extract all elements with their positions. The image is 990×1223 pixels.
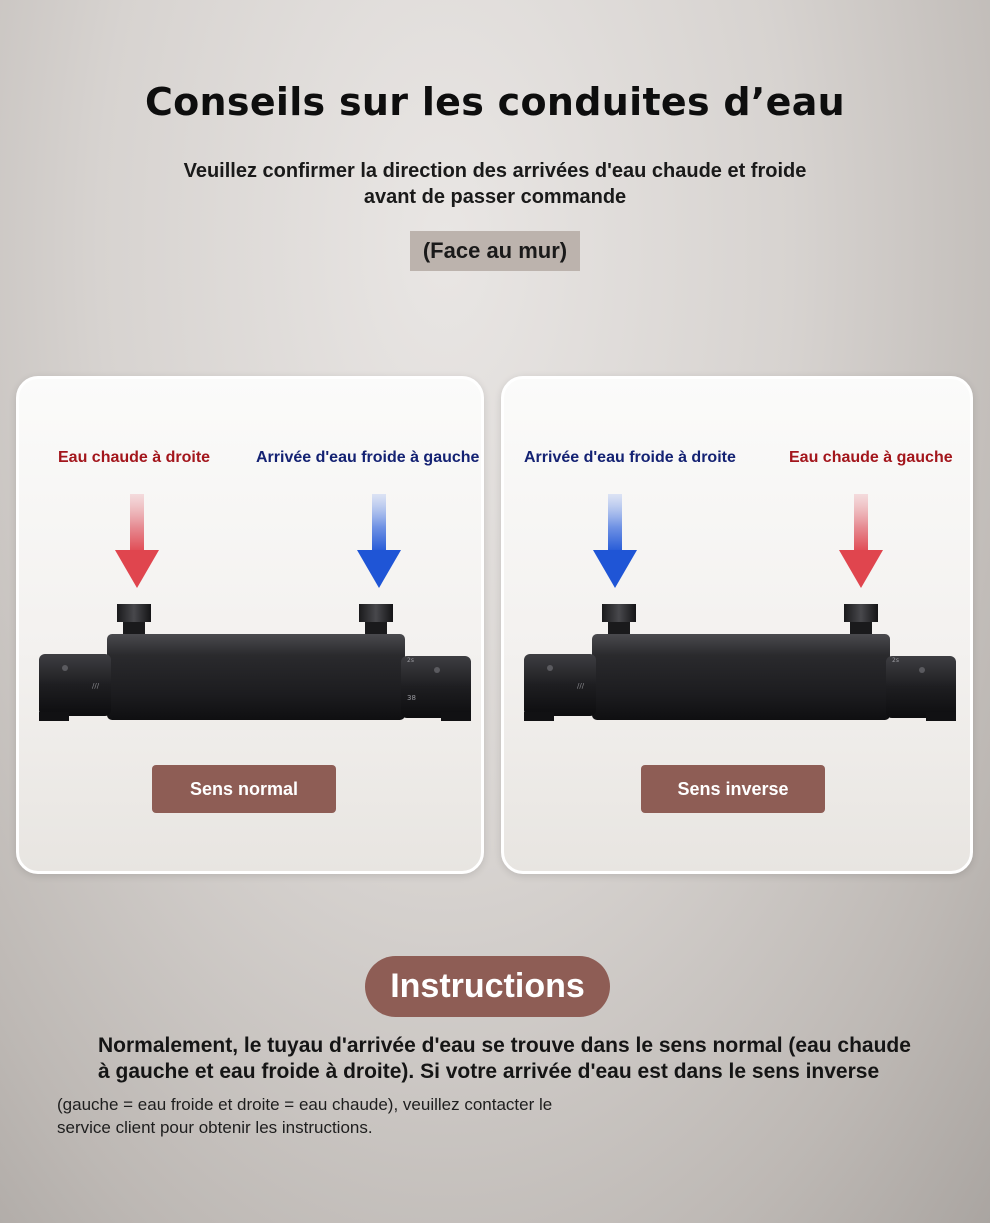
hot-arrow-icon [114, 494, 160, 590]
cold-right-label: Arrivée d'eau froide à droite [524, 449, 736, 466]
hot-arrow-icon [838, 494, 884, 590]
instructions-heading: Instructions [365, 956, 610, 1017]
cold-left-label: Arrivée d'eau froide à gauche [256, 449, 480, 466]
subtitle-line: Veuillez confirmer la direction des arrivées d'eau chaude et froide [183, 160, 807, 182]
cold-arrow-icon [356, 494, 402, 590]
note-line: service client pour obtenir les instructions. [57, 1118, 373, 1137]
subtitle-line: avant de passer commande [363, 186, 627, 208]
valve-marking-scale: 38 [407, 694, 416, 702]
sens-inverse-button[interactable]: Sens inverse [641, 765, 825, 813]
instructions-note [57, 1093, 657, 1139]
paragraph-line: à gauche et eau froide à droite). Si votre arrivée d'eau est dans le sens inverse [98, 1060, 880, 1083]
note-line: (gauche = eau froide et droite = eau chaude), veuillez contacter le [57, 1095, 553, 1114]
cold-arrow-icon [592, 494, 638, 590]
valve-marking-top: 2s [892, 657, 899, 664]
instructions-paragraph [98, 1033, 918, 1085]
thermostatic-valve-image [522, 604, 956, 729]
sens-normal-button[interactable]: Sens normal [152, 765, 336, 813]
panel-inverse [501, 376, 973, 874]
thermostatic-valve-image [37, 604, 471, 729]
svg-text:///: /// [92, 682, 100, 690]
page-subtitle [145, 158, 845, 210]
hot-left-label: Eau chaude à gauche [789, 449, 953, 466]
face-wall-badge: (Face au mur) [410, 231, 580, 271]
page-title: Conseils sur les conduites d’eau [144, 80, 846, 124]
svg-text:///: /// [577, 682, 585, 690]
panel-normal [16, 376, 484, 874]
valve-marking-top: 2s [407, 657, 414, 664]
hot-right-label: Eau chaude à droite [58, 449, 211, 466]
paragraph-line: Normalement, le tuyau d'arrivée d'eau se trouve dans le sens normal (eau chaude [98, 1034, 911, 1057]
